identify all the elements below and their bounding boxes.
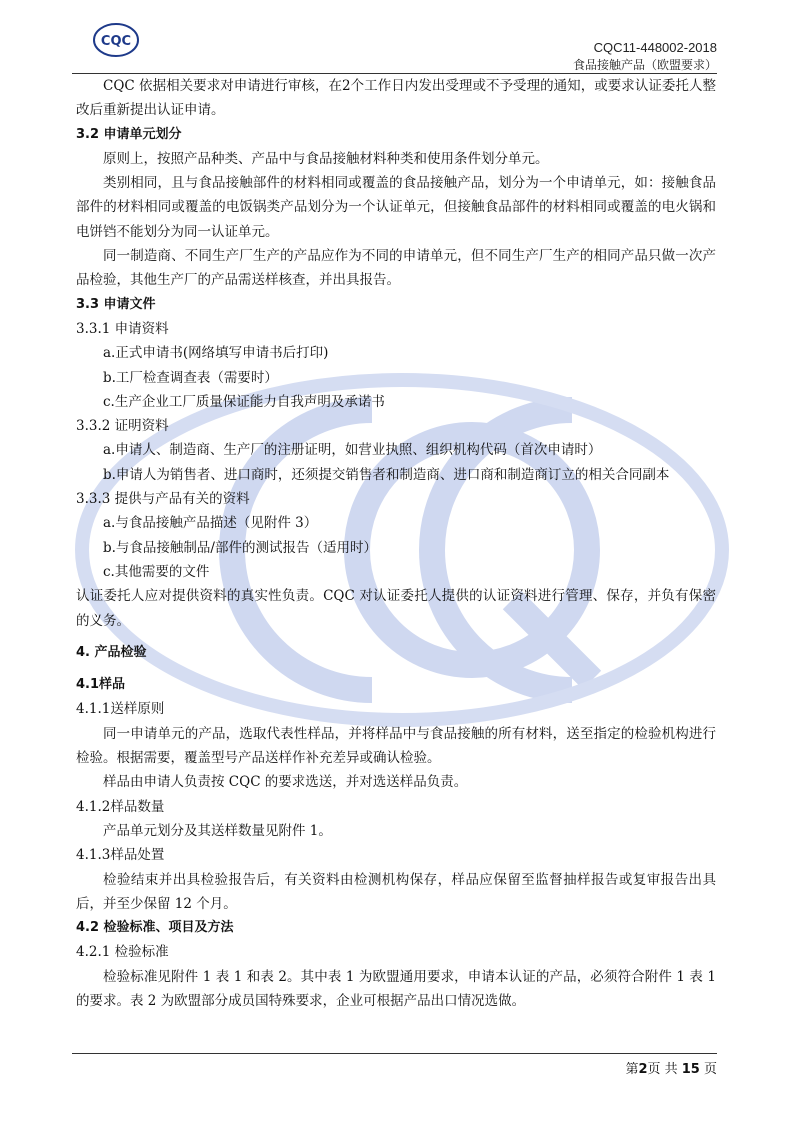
section-heading: 4. 产品检验	[76, 644, 147, 660]
subsection-heading: 4.1.3样品处置	[76, 847, 165, 864]
list-item: c.其他需要的文件	[103, 563, 210, 580]
paragraph: 原则上，按照产品种类、产品中与食品接触材料种类和使用条件划分单元。	[103, 150, 549, 167]
list-item: b.申请人为销售者、进口商时，还须提交销售者和制造商、进口商和制造商订立的相关合同副本	[103, 466, 670, 483]
paragraph: 同一申请单元的产品，选取代表性样品，并将样品中与食品接触的所有材料，送至指定的检验机构进行检验。根据需要，覆盖型号产品送样作补充差异或确认检验。	[76, 725, 716, 767]
paragraph: 认证委托人应对提供资料的真实性负责。CQC 对认证委托人提供的认证资料进行管理、保存，并负有保密的义务。	[76, 588, 716, 629]
document-title: 食品接触产品（欧盟要求）	[572, 58, 717, 72]
section-heading: 3.3 申请文件	[76, 296, 156, 312]
paragraph: 类别相同，且与食品接触部件的材料相同或覆盖的食品接触产品，划分为一个申请单元，如：接触食品部件的材料相同或覆盖的电饭锅类产品划分为一个认证单元，但接触食品部件的材料相同或覆盖的电火锅和电饼铛不能划分为同一认证单元。	[76, 175, 716, 240]
current-page: 2	[638, 1062, 648, 1077]
paragraph: 产品单元划分及其送样数量见附件 1。	[103, 822, 332, 839]
subsection-heading: 4.2.1 检验标准	[76, 944, 169, 961]
list-item: a.申请人、制造商、生产厂的注册证明，如营业执照、组织机构代码（首次申请时）	[103, 442, 602, 459]
subsection-heading: 3.3.3 提供与产品有关的资料	[76, 491, 250, 508]
subsection-heading: 3.3.1 申请资料	[76, 320, 169, 337]
paragraph: 样品由申请人负责按 CQC 的要求选送，并对选送样品负责。	[103, 774, 468, 791]
footer-rule	[72, 1053, 717, 1054]
logo-text: CQC	[100, 34, 132, 49]
section-heading: 3.2 申请单元划分	[76, 126, 182, 142]
paragraph: 检验标准见附件 1 表 1 和表 2。其中表 1 为欧盟通用要求，申请本认证的产品，必须符合附件 1 表 1 的要求。表 2 为欧盟部分成员国特殊要求，企业可根据产品出口情况选做。	[76, 968, 716, 1009]
list-item: b.与食品接触制品/部件的测试报告（适用时）	[103, 539, 377, 556]
page-number: 第2页 共 15 页	[625, 1062, 717, 1077]
list-item: b.工厂检查调查表（需要时）	[103, 369, 278, 386]
subsection-heading: 4.1.2样品数量	[76, 798, 165, 815]
total-pages: 15	[681, 1062, 700, 1077]
section-heading: 4.1样品	[76, 677, 126, 693]
paragraph: 同一制造商、不同生产厂生产的产品应作为不同的申请单元，但不同生产厂生产的相同产品只做一次产品检验，其他生产厂的产品需送样核查，并出具报告。	[76, 248, 716, 289]
list-item: c.生产企业工厂质量保证能力自我声明及承诺书	[103, 393, 385, 410]
paragraph: CQC 依据相关要求对申请进行审核，在2个工作日内发出受理或不予受理的通知，或要求认证委托人整改后重新提出认证申请。	[76, 78, 716, 119]
section-heading: 4.2 检验标准、项目及方法	[76, 920, 234, 936]
paragraph: 检验结束并出具检验报告后，有关资料由检测机构保存，样品应保留至监督抽样报告或复审报告出具后，并至少保留 12 个月。	[76, 871, 716, 912]
page-body	[76, 74, 716, 1013]
subsection-heading: 3.3.2 证明资料	[76, 418, 169, 435]
cqc-logo	[92, 22, 140, 58]
list-item: a.与食品接触产品描述（见附件 3）	[103, 515, 318, 532]
document-code: CQC11-448002-2018	[593, 40, 717, 55]
list-item: a.正式申请书(网络填写申请书后打印)	[103, 345, 329, 362]
subsection-heading: 4.1.1送样原则	[76, 701, 165, 718]
